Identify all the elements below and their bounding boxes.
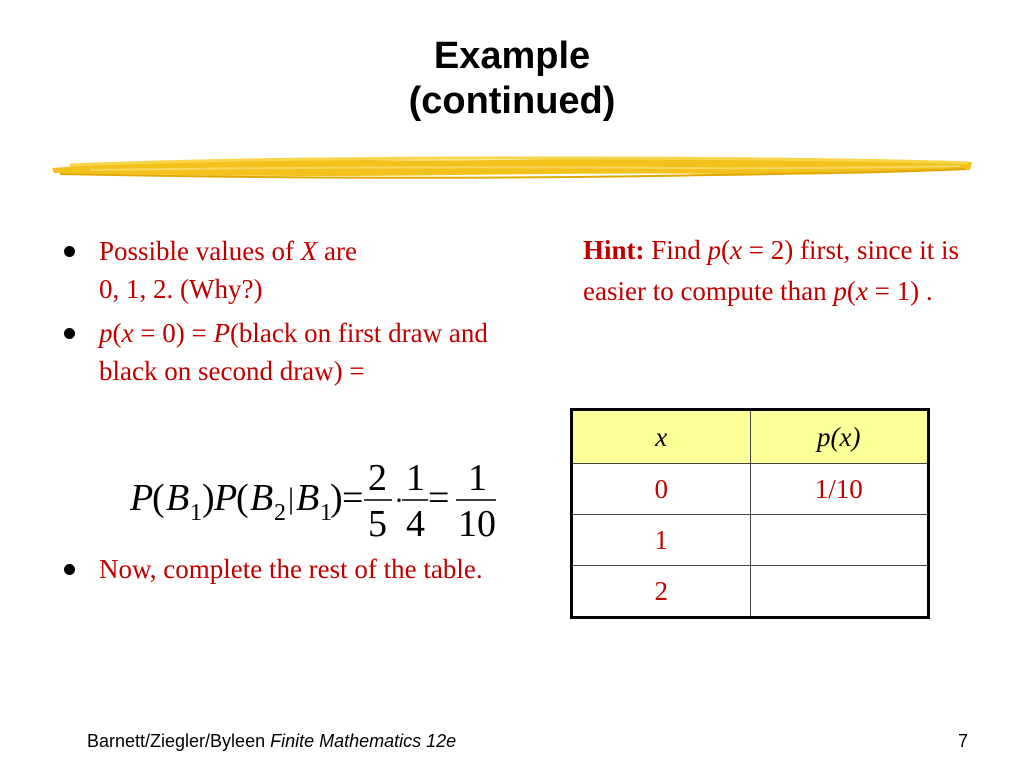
cell-px: 1/10: [750, 464, 929, 515]
table-row: [572, 464, 929, 515]
cell-x: 0: [572, 464, 751, 515]
table-row: [572, 566, 929, 618]
frac2-denominator: 4: [406, 503, 425, 542]
title-line-2: (continued): [408, 80, 616, 122]
formula-dot: ·: [394, 484, 404, 517]
bullet-text: Possible values of: [99, 236, 301, 266]
bullet-text: Now, complete the rest of the table.: [99, 554, 483, 584]
bullet-text: (black on first draw and black on second draw) =: [99, 318, 488, 386]
bullet-p-x0: [62, 314, 512, 390]
formula-paren: ): [330, 477, 343, 519]
formula-sub: 1: [190, 500, 202, 526]
bullet-text: = 0) =: [133, 318, 214, 348]
frac3-denominator: 10: [458, 503, 496, 542]
variable-x: x: [121, 318, 134, 348]
formula-sub: 2: [274, 500, 286, 526]
bullet-text: 0, 1, 2. (Why?): [99, 274, 263, 304]
footer-book-title: Finite Mathematics 12e: [270, 731, 457, 751]
bullet-dot-icon: [64, 564, 75, 575]
frac2-numerator: 1: [406, 457, 425, 499]
hint-part: Find: [644, 235, 708, 265]
title-underline-brush: [50, 146, 974, 186]
cell-px: [750, 566, 929, 618]
table-header-row: [572, 410, 929, 464]
formula-B: B: [166, 477, 190, 519]
bullet-possible-values: [62, 232, 512, 308]
hint-part: = 2) first, since it is easier to compute than: [583, 235, 959, 306]
header-x: x: [572, 410, 751, 464]
formula-sub: 1: [320, 500, 332, 526]
footer-authors: Barnett/Ziegler/Byleen: [87, 731, 271, 751]
formula-paren: ): [202, 477, 215, 519]
hint-x: x: [855, 276, 868, 306]
cell-x: 1: [572, 515, 751, 566]
bullet-list: [62, 232, 512, 390]
cell-x: 2: [572, 566, 751, 618]
header-px: p(x): [750, 410, 929, 464]
prob-p: p: [99, 318, 113, 348]
probability-table: [570, 408, 930, 619]
paren: (: [112, 318, 122, 348]
frac1-denominator: 5: [368, 503, 387, 542]
bullet-dot-icon: [64, 246, 75, 257]
hint-label: Hint:: [583, 235, 645, 265]
hint-p: p: [707, 235, 722, 265]
title-line-1: Example: [433, 35, 591, 77]
formula-equals: =: [342, 477, 364, 519]
variable-x: X: [300, 236, 318, 266]
formula-paren: (: [236, 477, 249, 519]
formula-B: B: [296, 477, 320, 519]
bullet-dot-icon: [64, 328, 75, 339]
table-row: [572, 515, 929, 566]
formula-lhs: P: [130, 477, 154, 519]
frac1-numerator: 2: [368, 457, 387, 499]
formula-bar: |: [288, 482, 295, 515]
probability-formula: [130, 452, 510, 542]
prob-P: P: [213, 318, 230, 348]
bullet-complete-table: [62, 550, 559, 588]
bullet-text: are: [317, 236, 357, 266]
formula-P: P: [214, 477, 238, 519]
hint-p: p: [833, 276, 847, 306]
hint-text: Hint: Find p(x = 2) first, since it is easier to compute than p(x = 1) .: [583, 235, 959, 306]
hint-part: = 1) .: [867, 276, 933, 306]
formula-B: B: [250, 477, 274, 519]
frac3-numerator: 1: [468, 457, 487, 499]
formula-paren: (: [152, 477, 165, 519]
page-number: 7: [957, 731, 968, 751]
footer-citation: [87, 731, 456, 752]
hint-x: x: [730, 235, 743, 265]
cell-px: [750, 515, 929, 566]
formula-equals: =: [428, 477, 450, 519]
slide-title: [0, 34, 1024, 124]
